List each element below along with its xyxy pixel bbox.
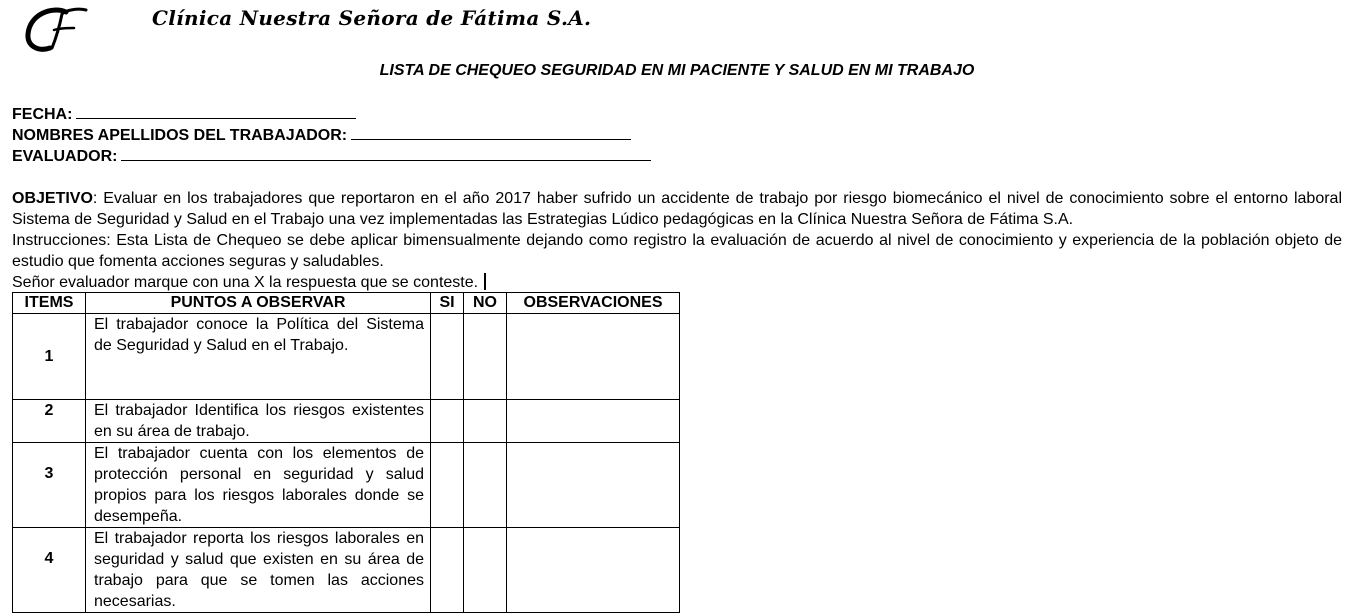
table-row — [13, 528, 680, 613]
trabajador-field — [12, 125, 631, 146]
objetivo-label: OBJETIVO — [12, 190, 93, 207]
row-item-number: 1 — [13, 314, 86, 400]
row-punto: El trabajador Identifica los riesgos existentes en su área de trabajo. — [86, 400, 431, 443]
objetivo-paragraph — [12, 188, 1342, 230]
logo-text: CF — [22, 4, 24, 5]
trabajador-blank-line[interactable] — [351, 125, 631, 140]
clinic-logo — [22, 4, 90, 54]
text-cursor — [484, 273, 486, 290]
row-observaciones-cell[interactable] — [507, 443, 680, 528]
row-no-cell[interactable] — [464, 314, 507, 400]
table-row — [13, 400, 680, 443]
row-item-number: 2 — [13, 400, 86, 443]
table-row — [13, 314, 680, 400]
header-no: NO — [464, 293, 507, 314]
header-observaciones: OBSERVACIONES — [507, 293, 680, 314]
row-si-cell[interactable] — [431, 443, 464, 528]
row-no-cell[interactable] — [464, 400, 507, 443]
table-row — [13, 443, 680, 528]
evaluador-field — [12, 146, 651, 167]
row-observaciones-cell[interactable] — [507, 400, 680, 443]
fecha-blank-line[interactable] — [76, 104, 356, 119]
row-punto: El trabajador conoce la Política del Sistema de Seguridad y Salud en el Trabajo. — [86, 314, 431, 400]
fecha-label: FECHA: — [12, 106, 73, 123]
row-no-cell[interactable] — [464, 443, 507, 528]
table-header-row — [13, 293, 680, 314]
checklist-table — [12, 292, 680, 613]
evaluador-label: EVALUADOR: — [12, 148, 118, 165]
row-observaciones-cell[interactable] — [507, 314, 680, 400]
evaluador-instruction-line — [12, 272, 486, 293]
row-item-number: 4 — [13, 528, 86, 613]
header-items: ITEMS — [13, 293, 86, 314]
row-si-cell[interactable] — [431, 528, 464, 613]
row-item-number: 3 — [13, 443, 86, 528]
document-title: LISTA DE CHEQUEO SEGURIDAD EN MI PACIENTE Y SALUD EN MI TRABAJO — [379, 62, 975, 79]
trabajador-label: NOMBRES APELLIDOS DEL TRABAJADOR: — [12, 127, 348, 144]
objetivo-text: : Evaluar en los trabajadores que reportaron en el año 2017 haber sufrido un accidente de trabajo por riesgo biomecánico el nivel de conocimiento sobre el entorno laboral Sistema de Seguridad y Salud en el Trabajo una vez implementadas las Estrategias Lúdico pedagógicas en la Clínica Nuestra Señora de Fátima S.A. — [12, 190, 1342, 228]
header-si: SI — [431, 293, 464, 314]
row-punto: El trabajador cuenta con los elementos de protección personal en seguridad y salud propios para los riesgos laborales donde se desempeña. — [86, 443, 431, 528]
row-observaciones-cell[interactable] — [507, 528, 680, 613]
header-puntos: PUNTOS A OBSERVAR — [86, 293, 431, 314]
clinic-name: Clínica Nuestra Señora de Fátima S.A. — [152, 6, 592, 30]
evaluador-instruction: Señor evaluador marque con una X la respuesta que se conteste. — [12, 274, 479, 291]
instrucciones-paragraph: Instrucciones: Esta Lista de Chequeo se debe aplicar bimensualmente dejando como registro la evaluación de acuerdo al nivel de conocimiento y experiencia de la población objeto de estudio que fomenta acciones seguras y saludables. — [12, 232, 1342, 270]
fecha-field — [12, 104, 356, 125]
evaluador-blank-line[interactable] — [121, 146, 651, 161]
row-si-cell[interactable] — [431, 314, 464, 400]
row-no-cell[interactable] — [464, 528, 507, 613]
row-punto: El trabajador reporta los riesgos laborales en seguridad y salud que existen en su área de trabajo para que se tomen las acciones necesarias. — [86, 528, 431, 613]
row-si-cell[interactable] — [431, 400, 464, 443]
